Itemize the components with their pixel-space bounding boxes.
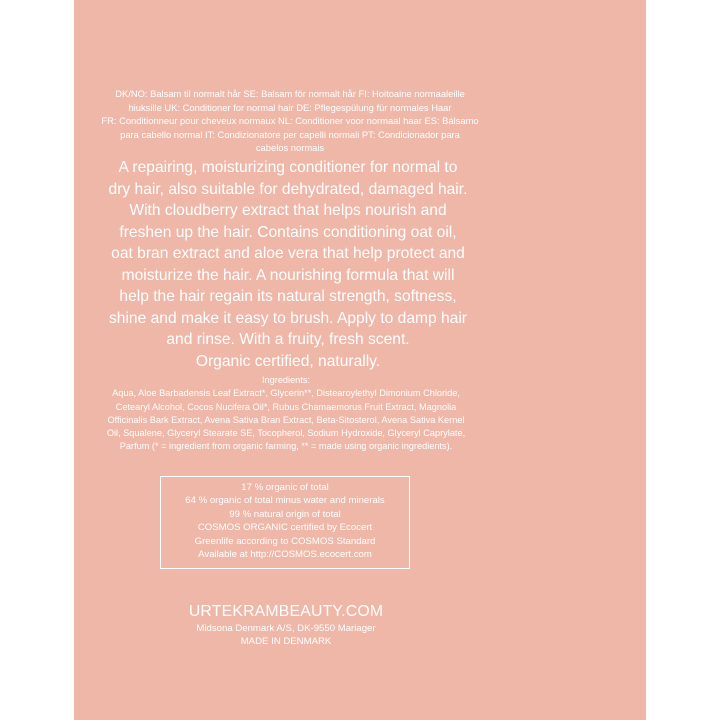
description-line: shine and make it easy to brush. Apply to damp hair [109,309,467,327]
certification-line: Available at http://COSMOS.ecocert.com [198,549,372,561]
description-line: moisturize the hair. A nourishing formula that will [121,266,455,284]
brand-footer [74,602,498,648]
description-line: freshen up the hair. Contains conditioning oat oil, [119,223,457,241]
description-line: and rinse. With a fruity, fresh scent. [166,331,410,348]
description-line: Organic certified, naturally. [195,352,381,370]
certification-box [160,476,410,569]
description-line: oat bran extract and aloe vera that help protect and [111,245,465,262]
ingredients-line: Parfum (* = ingredient from organic farming, ** = made using organic ingredients). [119,441,453,452]
translation-line: FR: Conditionneur pour cheveux normaux NL: Conditioner voor normaal haar ES: Bálsamo [101,115,479,127]
brand-website: URTEKRAMBEAUTY.COM [188,603,384,620]
product-description [74,157,502,372]
translation-line: cabelos normais [255,142,325,154]
translation-line: para cabello normal IT: Condizionatore per capelli normali PT: Condicionador para [120,128,460,140]
ingredients-list [74,374,498,454]
company-address: Midsona Denmark A/S, DK-9550 Mariager [196,623,376,634]
ingredients-heading: Ingredients: [261,375,310,385]
product-name-translations [76,87,504,155]
ingredients-line: Officinalis Bark Extract, Avena Sativa Bran Extract, Beta-Sitosterol, Avena Sativa Kernel [107,414,465,425]
country-of-origin: MADE IN DENMARK [240,636,332,647]
translation-line: hiuksille UK: Conditioner for normal hair DE: Pflegespülung für normales Haar [128,101,452,113]
description-line: help the hair regain its natural strength, softness, [119,288,457,305]
certification-line: 64 % organic of total minus water and minerals [185,495,385,507]
description-line: With cloudberry extract that helps nourish and [129,202,447,219]
product-label-panel [74,0,646,720]
description-line: dry hair, also suitable for dehydrated, damaged hair. [108,180,468,198]
certification-line: COSMOS ORGANIC certified by Ecocert [197,522,373,534]
ingredients-line: Oil, Squalene, Glyceryl Stearate SE, Tocopherol, Sodium Hydroxide, Glyceryl Caprylate, [106,428,466,439]
ingredients-line: Aqua, Aloe Barbadensis Leaf Extract*, Glycerin**, Distearoylethyl Dimonium Chloride, [112,388,460,399]
translation-line: DK/NO: Balsam til normalt hår SE: Balsam för normalt hår FI: Hoitoaine normaaleille [115,88,465,99]
certification-line: 17 % organic of total [241,482,329,493]
ingredients-line: Cetearyl Alcohol, Cocos Nucifera Oil*, Rubus Chamaemorus Fruit Extract, Magnolia [115,401,457,412]
description-line: A repairing, moisturizing conditioner for normal to [118,159,458,176]
certification-line: Greenlife according to COSMOS Standard [194,535,376,547]
certification-line: 99 % natural origin of total [229,508,341,520]
